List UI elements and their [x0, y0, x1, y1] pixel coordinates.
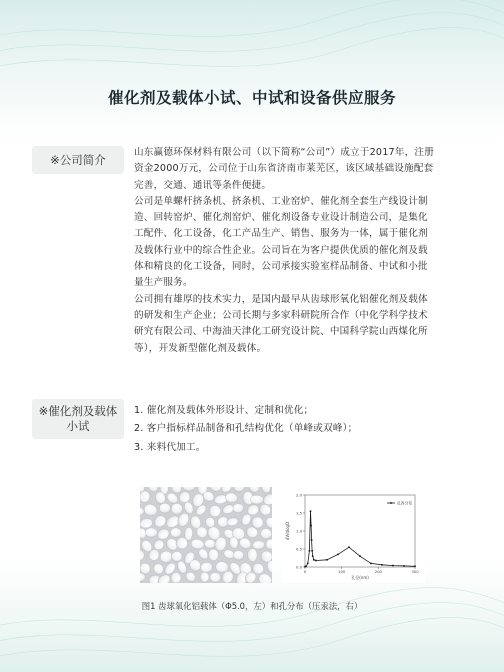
data-point: [403, 565, 405, 567]
data-point: [305, 565, 307, 567]
pellet: [253, 541, 265, 549]
data-point: [315, 560, 317, 562]
page-title: 催化剂及载体小试、中试和设备供应服务: [107, 89, 396, 107]
pellet: [196, 527, 207, 538]
data-point: [310, 525, 312, 527]
section-label-company: ※公司简介: [32, 146, 124, 174]
x-tick-label: 100: [338, 569, 346, 574]
y-tick-label: 0.5: [295, 546, 302, 552]
alumina-pellets-photo: [140, 487, 272, 583]
legend-marker: [390, 502, 392, 504]
data-point: [337, 554, 339, 556]
figure-caption: 图1 齿球氧化铝载体（Φ5.0，左）和孔分布（压汞法，右）: [141, 601, 363, 611]
data-point: [359, 555, 361, 557]
pore-distribution-chart: [283, 487, 425, 583]
data-point: [312, 555, 314, 557]
y-tick-label: 2.0: [295, 492, 302, 498]
data-point: [381, 564, 383, 566]
list-item: 3. 来料代加工。: [134, 441, 206, 453]
pellet: [149, 549, 159, 561]
intro-paragraph: 公司是单螺杆挤条机、挤条机、工业窑炉、催化剂全套生产线设计制造、回转窑炉、催化剂窑炉、催化剂设备专业设计制造公司，是集化工配件、化工设备，化工产品生产、销售、服务为一体，属于催化剂及载体行业中的综合性企业。公司旨在为客户提供优质的催化剂及载体和精良的化工设备，同时，公司承接实验室样品制备、中试和小批量生产服务。: [134, 195, 428, 289]
x-tick-label: 300: [411, 569, 419, 574]
data-point: [311, 539, 313, 541]
y-tick-label: 1.5: [295, 510, 302, 516]
data-point: [392, 565, 394, 567]
data-point: [326, 559, 328, 561]
section-label-services: ※催化剂及载体小试: [32, 399, 124, 439]
data-point: [311, 550, 313, 552]
intro-paragraph: 山东赢德环保材料有限公司（以下简称“公司”）成立于2017年，注册资金2000万元，公司位于山东省济南市莱芜区，该区域基础设施配套完善，交通、通讯等条件便捷。: [134, 147, 434, 191]
x-tick-label: 200: [374, 569, 382, 574]
x-tick-label: 0: [303, 569, 307, 574]
data-point: [313, 559, 315, 561]
services-list: [134, 403, 434, 458]
data-point: [307, 563, 309, 565]
y-tick-label: 0.0: [295, 564, 302, 570]
intro-paragraph: 公司拥有雄厚的技术实力，是国内最早从齿球形氧化铝催化剂及载体的研发和生产企业；公司长期与多家科研院所合作（中化学科学技术研究有限公司、中海油天津化工研究设计院、中国科学院山西煤化所等），开发新型催化剂及载体。: [134, 293, 428, 354]
list-item: 1. 催化剂及载体外形设计、定制和优化；: [134, 405, 314, 416]
data-point: [310, 510, 312, 512]
data-point: [348, 546, 350, 548]
y-tick-label: 1.0: [295, 528, 302, 534]
data-point: [309, 550, 311, 552]
legend-label: 孔容分布: [397, 500, 413, 506]
list-item: 2. 客户指标样品制备和孔结构优化（单峰或双峰）；: [134, 423, 358, 435]
x-axis-label: 孔径(nm): [351, 575, 369, 580]
y-axis-label: dV/dlogD: [285, 521, 290, 541]
data-point: [370, 563, 372, 565]
pellet: [247, 548, 257, 562]
company-intro: [134, 145, 434, 357]
data-point: [414, 565, 416, 567]
